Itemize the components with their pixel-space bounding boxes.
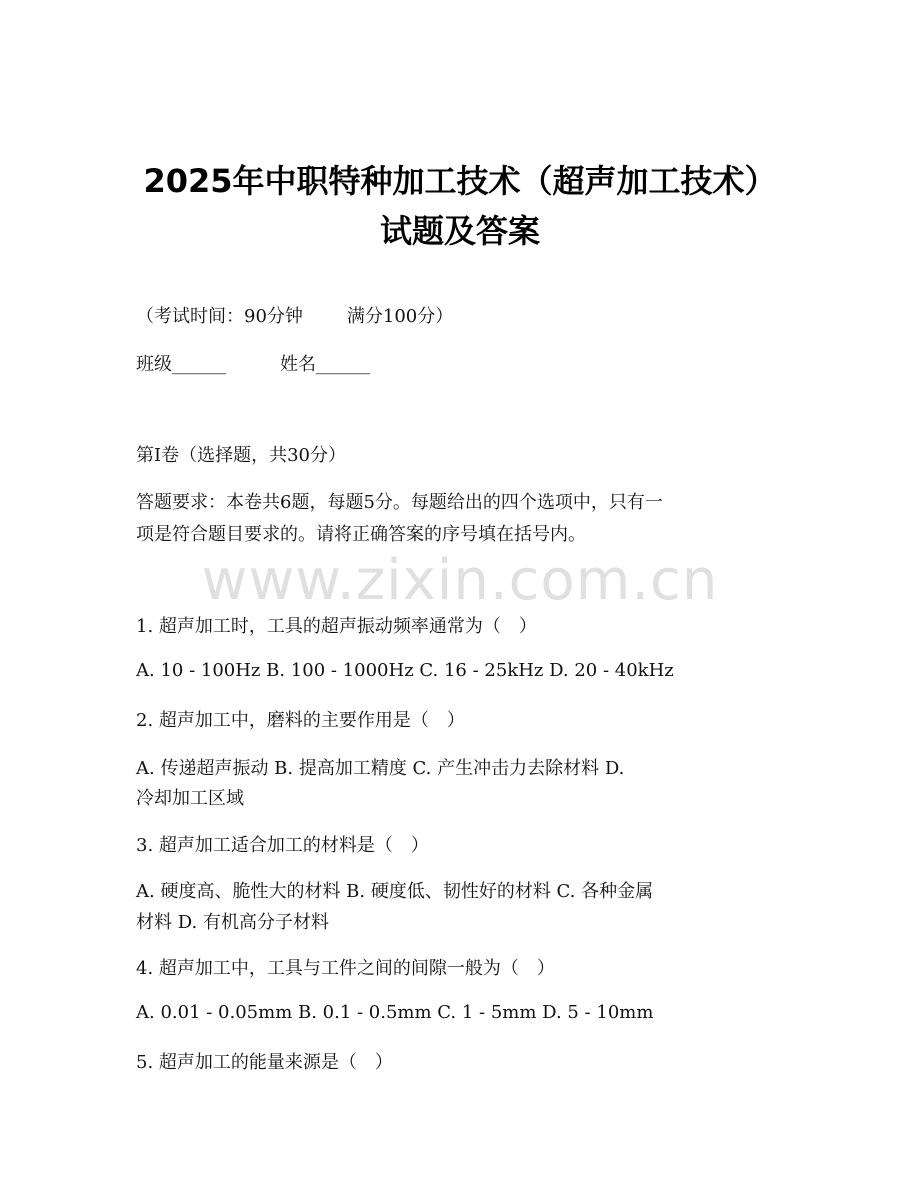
- page-title-line-1: 2025年中职特种加工技术（超声加工技术）: [143, 162, 777, 200]
- instructions-line-1: 答题要求：本卷共6题，每题5分。每题给出的四个选项中，只有一: [136, 492, 663, 513]
- question-3-options-line-1: A. 硬度高、脆性大的材料 B. 硬度低、韧性好的材料 C. 各种金属: [136, 881, 654, 902]
- question-5-stem: 5. 超声加工的能量来源是（ ）: [136, 1052, 393, 1073]
- question-3-stem: 3. 超声加工适合加工的材料是（ ）: [136, 835, 429, 856]
- watermark-text: www.zixin.com.cn: [201, 548, 719, 613]
- student-info-line: [136, 350, 370, 376]
- question-1-stem: 1. 超声加工时，工具的超声振动频率通常为（ ）: [136, 616, 537, 637]
- name-field-label: 姓名______: [280, 354, 370, 375]
- question-4-options: A. 0.01 - 0.05mm B. 0.1 - 0.5mm C. 1 - 5mm D. 5 - 10mm: [136, 1002, 654, 1023]
- section-heading: 第I卷（选择题，共30分）: [136, 445, 347, 466]
- question-3-options-line-2: 材料 D. 有机高分子材料: [136, 912, 329, 933]
- exam-time: （考试时间：90分钟: [136, 306, 303, 327]
- page-title-line-2: 试题及答案: [379, 212, 540, 250]
- question-2-options-line-2: 冷却加工区域: [136, 788, 244, 809]
- class-field-label: 班级______: [136, 354, 226, 375]
- instructions-line-2: 项是符合题目要求的。请将正确答案的序号填在括号内。: [136, 524, 586, 545]
- exam-info-line: [136, 302, 453, 328]
- question-4-stem: 4. 超声加工中，工具与工件之间的间隙一般为（ ）: [136, 958, 555, 979]
- question-2-options-line-1: A. 传递超声振动 B. 提高加工精度 C. 产生冲击力去除材料 D.: [136, 758, 625, 779]
- question-2-stem: 2. 超声加工中，磨料的主要作用是（ ）: [136, 710, 465, 731]
- question-1-options: A. 10 - 100Hz B. 100 - 1000Hz C. 16 - 25kHz D. 20 - 40kHz: [136, 660, 674, 681]
- full-score: 满分100分）: [346, 306, 454, 327]
